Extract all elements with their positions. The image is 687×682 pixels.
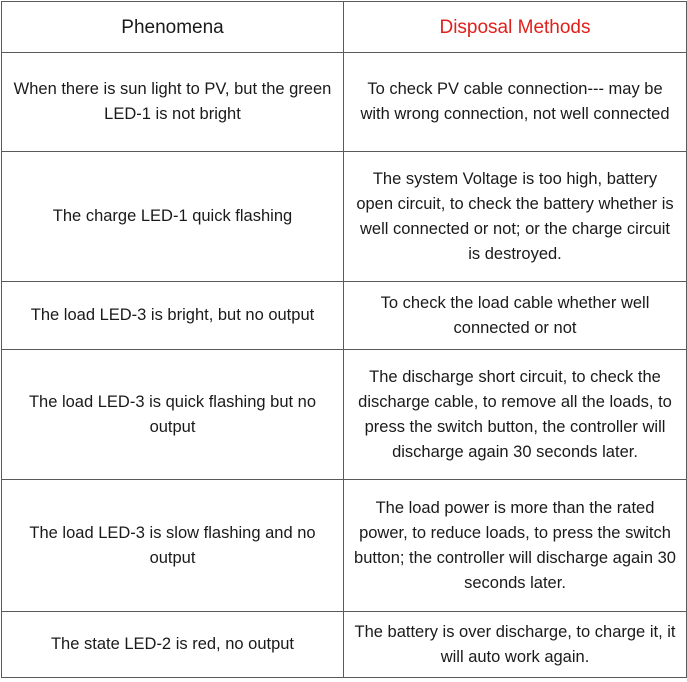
table-header [2,2,687,53]
table-row [2,152,687,282]
disposal-methods-header: Disposal Methods [344,2,687,53]
phenomenon-cell: When there is sun light to PV, but the green LED-1 is not bright [2,53,344,152]
table-row [2,612,687,678]
method-cell: To check the load cable whether well connected or not [344,282,687,350]
method-cell: The battery is over discharge, to charge it, it will auto work again. [344,612,687,678]
table-body [2,53,687,678]
phenomenon-cell: The charge LED-1 quick flashing [2,152,344,282]
phenomenon-cell: The load LED-3 is slow flashing and no output [2,480,344,612]
phenomenon-cell: The load LED-3 is bright, but no output [2,282,344,350]
phenomenon-cell: The load LED-3 is quick flashing but no output [2,350,344,480]
header-row [2,2,687,53]
phenomenon-cell: The state LED-2 is red, no output [2,612,344,678]
troubleshooting-table [1,1,687,678]
table-row [2,282,687,350]
phenomena-header: Phenomena [2,2,344,53]
table-row [2,480,687,612]
method-cell: The system Voltage is too high, battery open circuit, to check the battery whether is well connected or not; or the charge circuit is destroyed. [344,152,687,282]
method-cell: To check PV cable connection--- may be with wrong connection, not well connected [344,53,687,152]
method-cell: The load power is more than the rated power, to reduce loads, to press the switch button; the controller will discharge again 30 seconds later. [344,480,687,612]
table-row [2,350,687,480]
table-row [2,53,687,152]
method-cell: The discharge short circuit, to check the discharge cable, to remove all the loads, to press the switch button, the controller will discharge again 30 seconds later. [344,350,687,480]
